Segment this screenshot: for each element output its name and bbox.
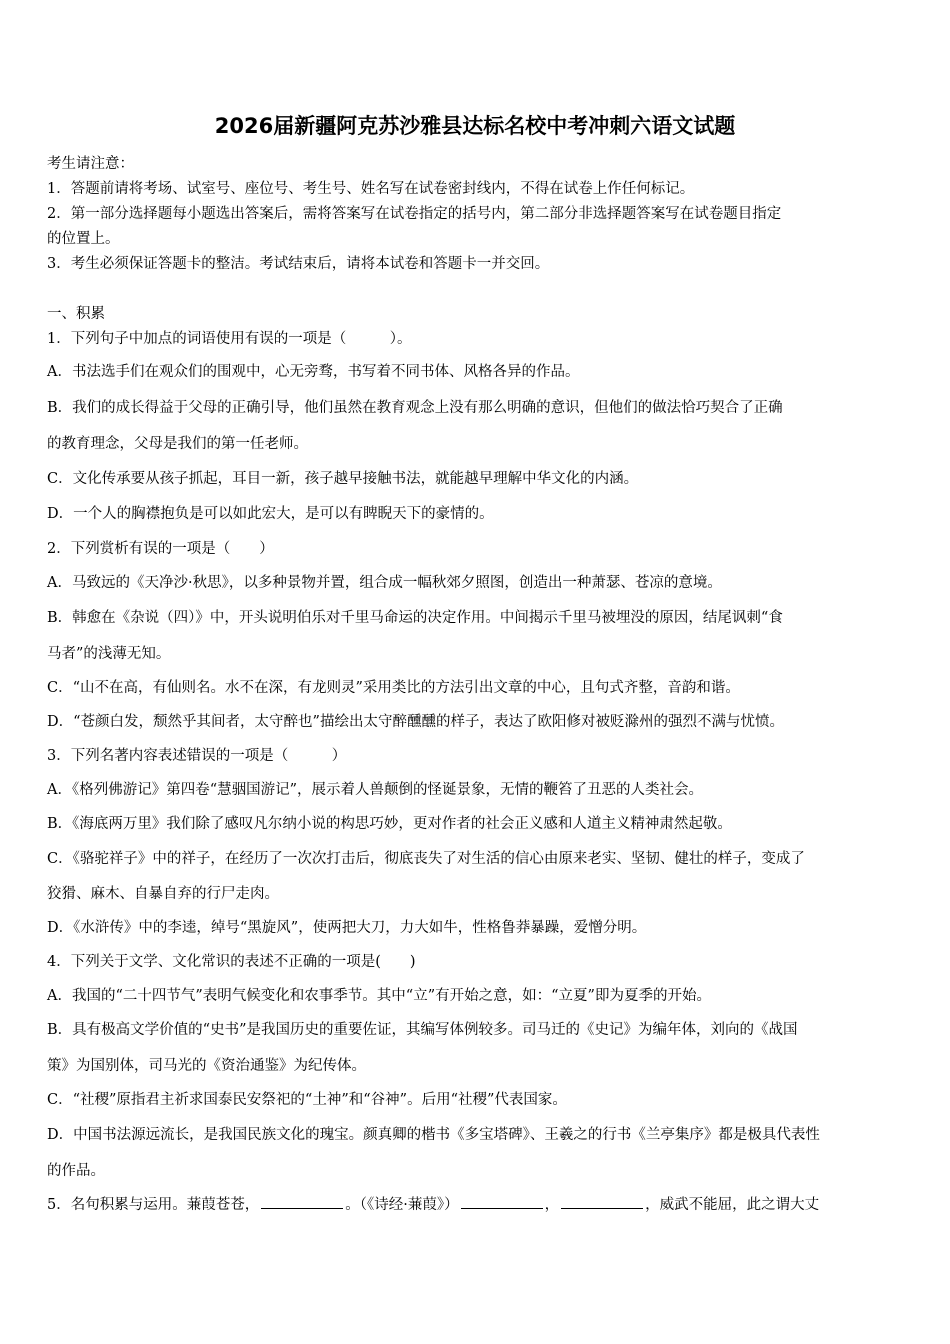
notice-item-2: 2．第一部分选择题每小题选出答案后，需将答案写在试卷指定的括号内，第二部分非选择题答案写在试卷题目指定 (47, 206, 782, 222)
q3-stem: 3．下列名著内容表述错误的一项是（ ） (47, 748, 347, 764)
q2-stem: 2．下列赏析有误的一项是（ ） (47, 541, 274, 557)
section-heading: 一、积累 (47, 306, 105, 322)
notice-item-3: 3．考生必须保证答题卡的整洁。考试结束后，请将本试卷和答题卡一并交回。 (47, 256, 550, 272)
q2-option-b: B．韩愈在《杂说（四）》中，开头说明伯乐对千里马命运的决定作用。中间揭示千里马被埋没的原因，结尾讽刺“食 (47, 610, 783, 626)
q5-blank-3 (561, 1196, 643, 1209)
q5-text-2: 。（《诗经·蒹葭》） (345, 1197, 459, 1213)
q4-option-b: B．具有极高文学价值的“史书”是我国历史的重要佐证，其编写体例较多。司马迁的《史记》为编年体，刘向的《战国 (47, 1022, 798, 1038)
q1-option-d: D．一个人的胸襟抱负是可以如此宏大，是可以有睥睨天下的豪情的。 (47, 506, 494, 522)
q4-option-d-cont: 的作品。 (47, 1163, 105, 1179)
q3-option-c-cont: 狡猾、麻木、自暴自弃的行尸走肉。 (47, 886, 279, 902)
q1-stem: 1．下列句子中加点的词语使用有误的一项是（ ）。 (47, 331, 412, 347)
q1-option-c: C．文化传承要从孩子抓起，耳目一新，孩子越早接触书法，就能越早理解中华文化的内涵。 (47, 471, 639, 487)
q1-option-b-cont: 的教育理念，父母是我们的第一任老师。 (47, 436, 308, 452)
q3-option-a: A．《格列佛游记》第四卷“慧骃国游记”，展示着人兽颠倒的怪诞景象，无情的鞭笞了丑恶的人类社会。 (47, 782, 704, 798)
q5-text-1: 5．名句积累与运用。蒹葭苍苍， (47, 1197, 260, 1213)
q5-text-3: ， (544, 1197, 560, 1213)
q1-option-a: A．书法选手们在观众们的围观中，心无旁骛，书写着不同书体、风格各异的作品。 (47, 364, 580, 380)
notice-item-2-cont: 的位置上。 (47, 231, 120, 247)
q2-option-c: C．“山不在高，有仙则名。水不在深，有龙则灵”采用类比的方法引出文章的中心，且句式齐整，音韵和谐。 (47, 680, 740, 696)
q2-option-a: A．马致远的《天净沙·秋思》，以多种景物并置，组合成一幅秋郊夕照图，创造出一种萧瑟、苍凉的意境。 (47, 575, 722, 591)
q4-option-c: C．“社稷”原指君主祈求国泰民安祭祀的“土神”和“谷神”。后用“社稷”代表国家。 (47, 1092, 567, 1108)
notice-heading: 考生请注意： (47, 156, 134, 172)
q4-option-b-cont: 策》为国别体，司马光的《资治通鉴》为纪传体。 (47, 1058, 366, 1074)
q1-option-b: B．我们的成长得益于父母的正确引导，他们虽然在教育观念上没有那么明确的意识，但他们的做法恰巧契合了正确 (47, 400, 783, 416)
notice-item-1: 1．答题前请将考场、试室号、座位号、考生号、姓名写在试卷密封线内，不得在试卷上作任何标记。 (47, 181, 695, 197)
q4-option-d: D．中国书法源远流长，是我国民族文化的瑰宝。颜真卿的楷书《多宝塔碑》、王羲之的行书《兰亭集序》都是极具代表性 (47, 1127, 820, 1143)
q5-text-4: ，威武不能屈，此之谓大丈 (645, 1197, 820, 1213)
q5-blank-1 (261, 1196, 343, 1209)
q4-option-a: A．我国的“二十四节气”表明气候变化和农事季节。其中“立”有开始之意，如：“立夏”即为夏季的开始。 (47, 988, 711, 1004)
page-title: 2026届新疆阿克苏沙雅县达标名校中考冲刺六语文试题 (214, 114, 736, 138)
q5-blank-2 (461, 1196, 543, 1209)
q3-option-b: B．《海底两万里》我们除了感叹凡尔纳小说的构思巧妙，更对作者的社会正义感和人道主义精神肃然起敬。 (47, 816, 732, 832)
q2-option-d: D．“苍颜白发，颓然乎其间者，太守醉也”描绘出太守醉醺醺的样子，表达了欧阳修对被贬滁州的强烈不满与忧愤。 (47, 714, 784, 730)
q4-stem: 4．下列关于文学、文化常识的表述不正确的一项是( ) (47, 954, 416, 970)
q3-option-c: C．《骆驼祥子》中的祥子，在经历了一次次打击后，彻底丧失了对生活的信心由原来老实、坚韧、健壮的样子，变成了 (47, 851, 805, 867)
q5-line (47, 1193, 907, 1214)
q2-option-b-cont: 马者”的浅薄无知。 (47, 646, 171, 662)
q3-option-d: D．《水浒传》中的李逵，绰号“黑旋风”，使两把大刀，力大如牛，性格鲁莽暴躁，爱憎分明。 (47, 920, 647, 936)
